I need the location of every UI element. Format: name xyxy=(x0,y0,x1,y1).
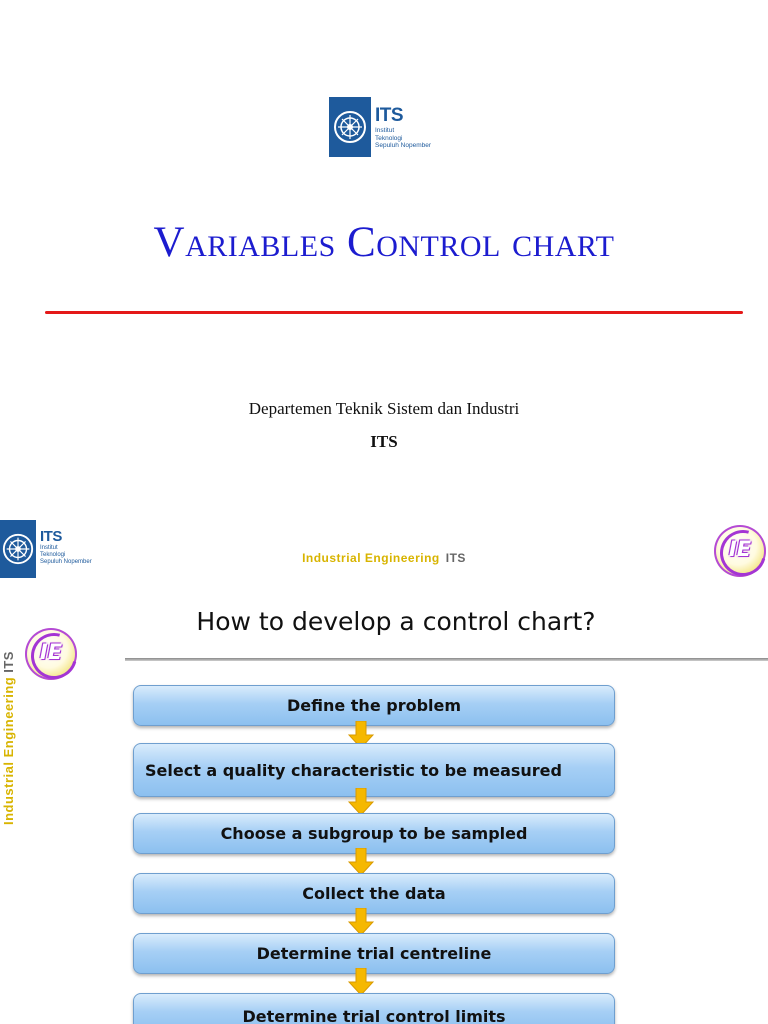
ie-logo-icon xyxy=(714,525,766,577)
slide-title: Variables Control chart xyxy=(153,219,615,266)
slide-heading: How to develop a control chart? xyxy=(196,607,596,636)
its-logo-subtitle-line: Sepuluh Nopember xyxy=(375,142,432,149)
ie-logo-text: IE xyxy=(39,640,63,664)
its-logo xyxy=(329,97,441,157)
its-logo-subtitle-line: Institut xyxy=(375,127,395,134)
ie-logo-text: IE xyxy=(728,537,752,561)
its-emblem-icon xyxy=(0,520,36,578)
its-logo-subtitle-line: Institut xyxy=(40,545,58,551)
flow-step-label: Select a quality characteristic to be measured xyxy=(145,760,562,780)
flow-step-label: Determine trial centreline xyxy=(256,944,492,963)
side-label-program: Industrial Engineering xyxy=(1,676,16,825)
its-logo-word: ITS xyxy=(40,528,62,545)
flow-step xyxy=(133,873,615,914)
its-logo-subtitle-line: Teknologi xyxy=(40,552,66,558)
heading-divider xyxy=(125,658,768,661)
its-logo-subtitle xyxy=(375,127,445,150)
flow-step-label: Choose a subgroup to be sampled xyxy=(220,824,528,843)
its-logo-word: ITS xyxy=(375,105,404,126)
flow-step-label: Determine trial control limits xyxy=(242,1007,506,1024)
flow-step xyxy=(133,743,615,797)
flow-step xyxy=(133,813,615,854)
down-arrow-icon xyxy=(348,908,374,936)
header-institution: ITS xyxy=(445,551,466,565)
down-arrow-icon xyxy=(348,848,374,876)
flow-step xyxy=(133,993,615,1024)
flow-step xyxy=(133,933,615,974)
slide-header-label xyxy=(0,551,768,565)
title-divider xyxy=(45,311,743,314)
its-logo-subtitle-line: Sepuluh Nopember xyxy=(40,559,92,565)
department-name: Departemen Teknik Sistem dan Industri xyxy=(248,399,520,418)
flow-step xyxy=(133,685,615,726)
down-arrow-icon xyxy=(348,788,374,816)
flow-step-label: Define the problem xyxy=(286,696,462,715)
side-label xyxy=(1,625,21,825)
its-logo-subtitle-line: Teknologi xyxy=(375,134,403,142)
institution-name: ITS xyxy=(370,432,398,451)
its-logo xyxy=(0,520,96,578)
content-slide xyxy=(0,515,768,1024)
flow-step-label: Collect the data xyxy=(302,884,446,903)
down-arrow-icon xyxy=(348,968,374,996)
header-program: Industrial Engineering xyxy=(302,551,440,565)
its-emblem-icon xyxy=(329,97,371,157)
side-label-institution: ITS xyxy=(1,651,16,673)
